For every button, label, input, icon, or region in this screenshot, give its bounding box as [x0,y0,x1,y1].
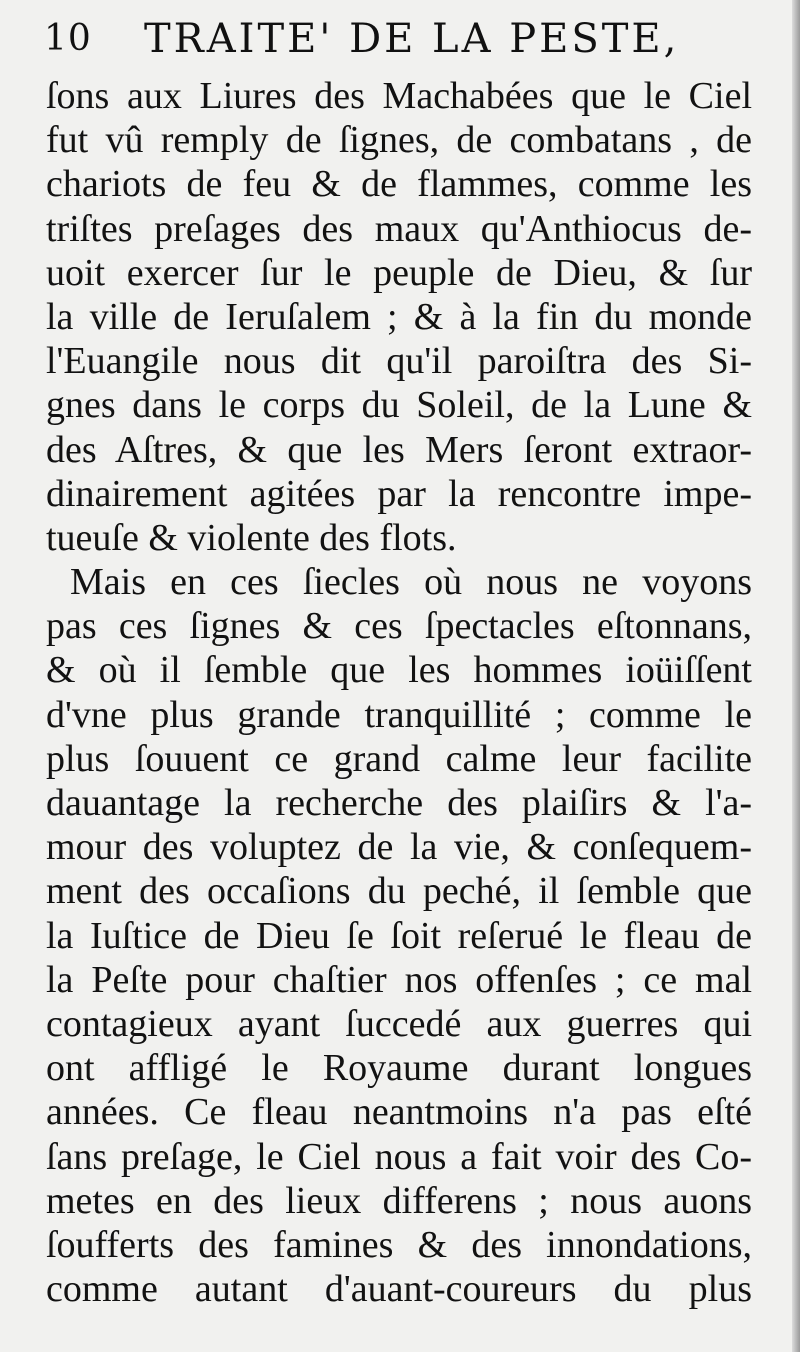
text-line: chariots de feu & de flammes, comme les [46,163,752,206]
text-line: ont affligé le Royaume durant longues [46,1047,752,1090]
text-line: tueuſe & violente des flots. [46,516,457,559]
page-header [44,14,764,66]
text-line: contagieux ayant ſuccedé aux guerres qui [46,1002,752,1045]
text-line: fut vû remply de ſignes, de combatans , de [46,119,752,162]
running-title: TRAITE' DE LA PESTE, [144,16,680,62]
text-line: triſtes preſages des maux qu'Anthiocus de- [46,207,752,250]
text-line: d'vne plus grande tranquillité ; comme le [46,693,752,736]
page-edge-shadow [792,0,800,1352]
text-line: ſoufferts des famines & des innondations, [46,1223,752,1266]
paragraph-2 [46,560,752,1311]
text-line: mour des voluptez de la vie, & conſequem- [46,826,752,869]
text-line: plus ſouuent ce grand calme leur facilite [46,737,752,780]
text-line: metes en des lieux differens ; nous auons [46,1179,752,1222]
text-line: gnes dans le corps du Soleil, de la Lune & [46,384,752,427]
text-line: ment des occaſions du peché, il ſemble que [46,870,752,913]
text-line: l'Euangile nous dit qu'il paroiſtra des Si- [46,340,752,383]
text-line: dauantage la recherche des plaiſirs & l'a- [46,782,752,824]
text-line: pas ces ſignes & ces ſpectacles eſtonnans, [46,605,752,648]
text-line: la Iuſtice de Dieu ſe ſoit reſerué le fleau de [46,914,752,957]
text-line: dinairement agitées par la rencontre impe- [46,472,752,515]
page-number: 10 [44,18,92,59]
text-line: uoit exercer ſur le peuple de Dieu, & ſur [46,251,752,294]
text-line: comme autant d'auant-coureurs du plus [46,1268,752,1311]
paragraph-1 [46,74,752,560]
text-line: la Peſte pour chaſtier nos offenſes ; ce mal [46,958,752,1001]
text-line: & où il ſemble que les hommes ioüiſſent [46,649,752,692]
text-line: des Aſtres, & que les Mers ſeront extraor- [46,428,752,471]
text-line: années. Ce fleau neantmoins n'a pas eſté [46,1091,752,1134]
text-line: ſons aux Liures des Machabées que le Ciel [46,75,752,117]
body-text [46,74,752,1311]
text-line: Mais en ces ſiecles où nous ne voyons [70,561,752,604]
text-line: ſans preſage, le Ciel nous a fait voir des Co- [46,1135,752,1178]
text-line: la ville de Ieruſalem ; & à la fin du monde [46,295,752,338]
